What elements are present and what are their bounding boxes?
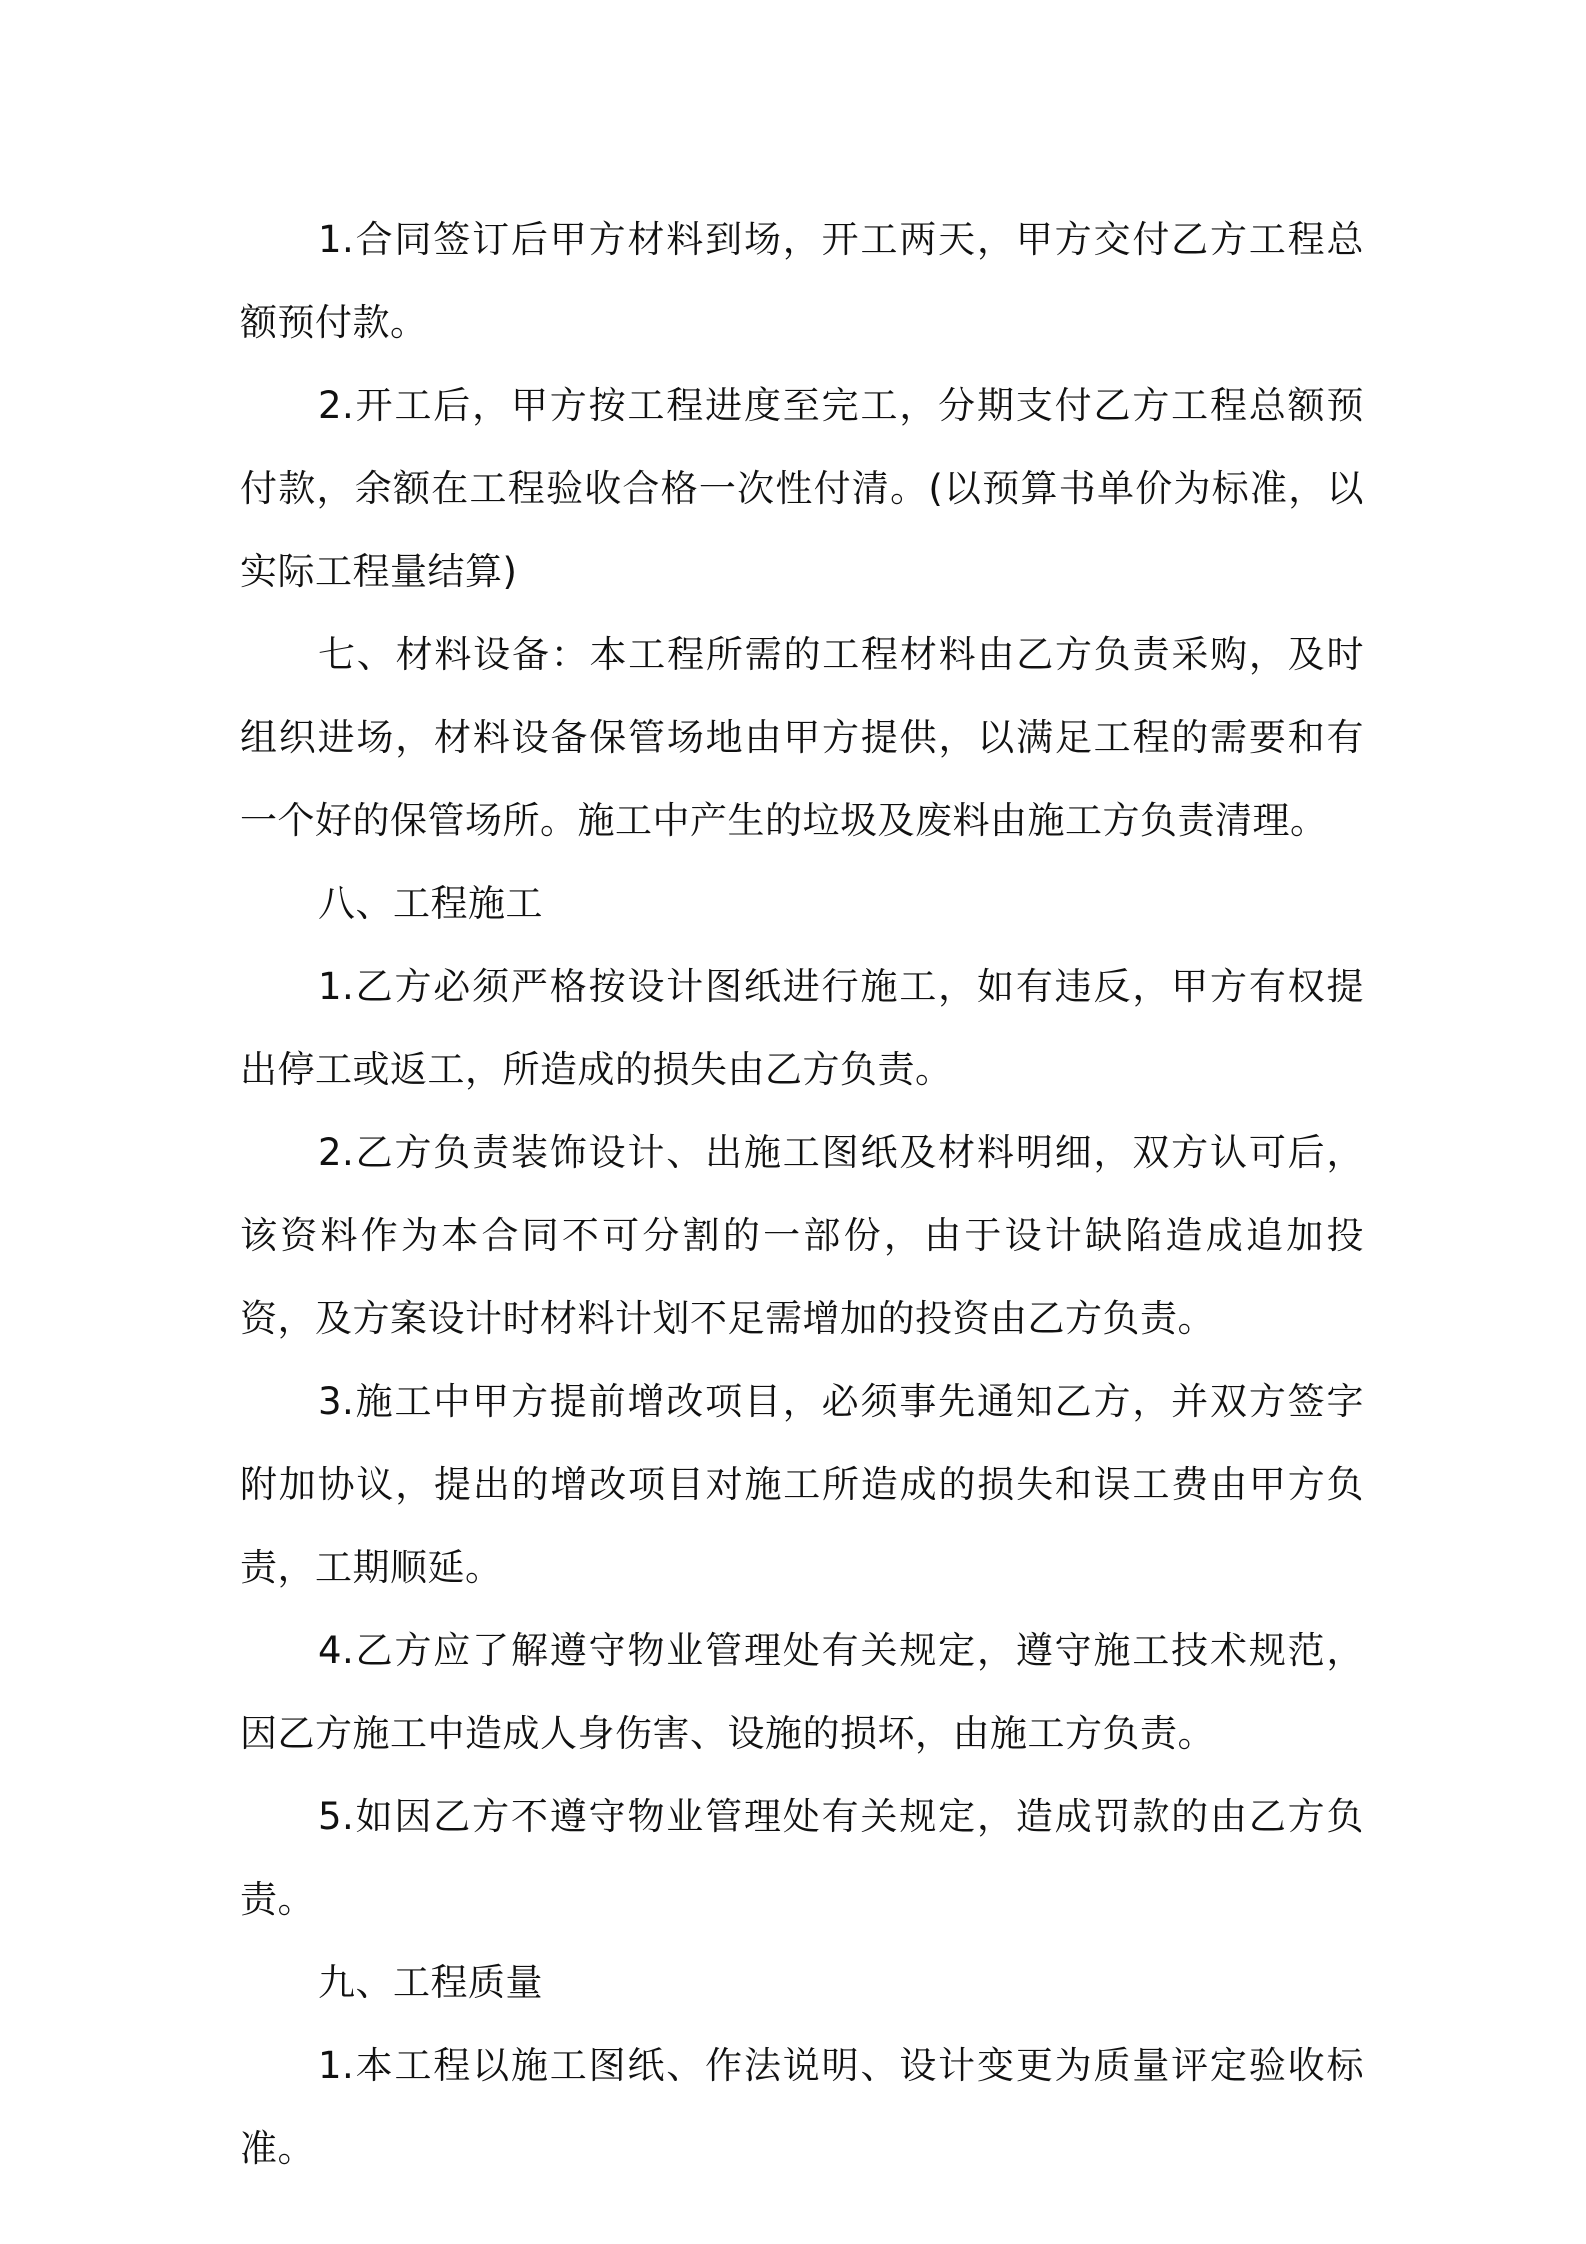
paragraph-progress-payment: 2.开工后，甲方按工程进度至完工，分期支付乙方工程总额预付款，余额在工程验收合格一次性付清。(以预算书单价为标准，以实际工程量结算)	[240, 384, 1364, 593]
paragraph-construction-4: 4.乙方应了解遵守物业管理处有关规定，遵守施工技术规范，因乙方施工中造成人身伤害、设施的损坏，由施工方负责。	[240, 1629, 1364, 1755]
paragraph-construction-1: 1.乙方必须严格按设计图纸进行施工，如有违反，甲方有权提出停工或返工，所造成的损失由乙方负责。	[240, 965, 1364, 1091]
document-body	[240, 198, 1364, 2190]
paragraph-quality-1: 1.本工程以施工图纸、作法说明、设计变更为质量评定验收标准。	[240, 2044, 1364, 2170]
paragraph-construction-3: 3.施工中甲方提前增改项目，必须事先通知乙方，并双方签字附加协议，提出的增改项目对施工所造成的损失和误工费由甲方负责，工期顺延。	[240, 1380, 1364, 1589]
paragraph-construction-5: 5.如因乙方不遵守物业管理处有关规定，造成罚款的由乙方负责。	[240, 1795, 1364, 1921]
paragraph-construction-2: 2.乙方负责装饰设计、出施工图纸及材料明细，双方认可后，该资料作为本合同不可分割的一部份，由于设计缺陷造成追加投资，及方案设计时材料计划不足需增加的投资由乙方负责。	[240, 1131, 1364, 1340]
section-heading-quality: 九、工程质量	[318, 1961, 543, 2004]
section-heading-construction: 八、工程施工	[318, 882, 543, 925]
section-heading-materials-equipment: 七、材料设备：本工程所需的工程材料由乙方负责采购，及时组织进场，材料设备保管场地由甲方提供，以满足工程的需要和有一个好的保管场所。施工中产生的垃圾及废料由施工方负责清理。	[240, 633, 1364, 842]
paragraph-advance-payment: 1.合同签订后甲方材料到场，开工两天，甲方交付乙方工程总额预付款。	[240, 218, 1364, 344]
